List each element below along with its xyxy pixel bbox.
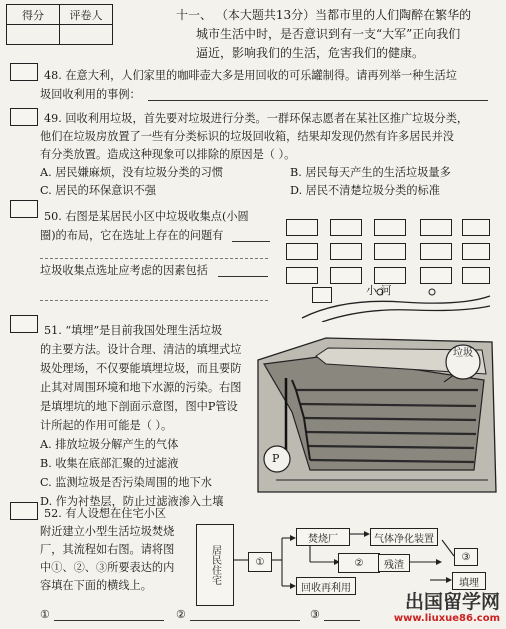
q51-line1: 51. “填埋”是目前我国处理生活垃圾: [44, 324, 223, 337]
building-block: [462, 219, 490, 236]
q48-answer-line[interactable]: [148, 100, 488, 101]
q48-line1: 48. 在意大利，人们家里的咖啡壶大多是用回收的可乐罐制得。请再列举一种生活垃: [44, 69, 457, 82]
blank-1-line[interactable]: [54, 620, 164, 621]
building-block: [420, 219, 452, 236]
section-header-line3: 逼近，影响我们的生活，危害我们的健康。: [196, 46, 425, 60]
watermark-url[interactable]: www.liuxue86.com: [393, 613, 500, 624]
blank-2-line[interactable]: [190, 620, 300, 621]
q48-score-box[interactable]: [10, 63, 38, 81]
q50-answer-line2[interactable]: [40, 258, 268, 259]
flow-slag: 残渣: [378, 554, 410, 572]
grader-label: 评卷人: [60, 5, 113, 25]
q49-option-c[interactable]: C. 居民的环保意识不强: [40, 184, 156, 197]
q50-score-box[interactable]: [10, 200, 38, 218]
q52-line1: 52. 有人设想在住宅小区: [44, 507, 167, 520]
q51-option-c[interactable]: C. 监测垃圾是否污染周围的地下水: [40, 476, 212, 489]
q51-line3: 圾处理场，不仅要能填埋垃圾，而且要防: [40, 362, 242, 375]
blank-3-line[interactable]: [324, 620, 360, 621]
p-pipe-label: P: [272, 452, 280, 465]
flow-node-2: ②: [338, 553, 380, 573]
section-header-line1: 十一、 （本大题共13分）当都市里的人们陶醉在繁华的: [176, 8, 472, 22]
building-block: [330, 219, 362, 236]
q51-score-box[interactable]: [10, 315, 38, 333]
q51-option-d[interactable]: D. 作为衬垫层，防止过滤液渗入土壤: [40, 495, 224, 508]
q52-line3: 厂，其流程如右图。请将图: [40, 543, 175, 556]
river-label: 小 河: [366, 284, 392, 297]
garbage-label: 垃圾: [453, 348, 473, 359]
q52-score-box[interactable]: [10, 502, 38, 520]
grader-cell[interactable]: [60, 25, 113, 45]
building-block: [374, 219, 406, 236]
building-block: [374, 243, 406, 260]
q49-line1: 49. 回收利用垃圾，首先要对垃圾进行分类。一群环保志愿者在某社区推广垃圾分类，: [44, 112, 469, 125]
q51-line6: 计所起的作用可能是（ ）。: [40, 419, 173, 432]
flow-recycle: 回收再利用: [296, 577, 356, 595]
q51-line2: 的主要方法。设计合理、清洁的填埋式垃: [40, 343, 242, 356]
blank-1-label: ①: [40, 608, 51, 621]
q52-line5: 容填在下面的横线上。: [40, 579, 152, 592]
q51-option-b[interactable]: B. 收集在底部汇聚的过滤液: [40, 457, 179, 470]
watermark: [394, 591, 500, 625]
section-header-line2: 城市生活中时，是否意识到有一支“大军”正向我们: [196, 27, 461, 41]
watermark-cn: 出国留学网: [404, 591, 500, 613]
flow-landfill: 填埋: [452, 572, 486, 590]
q49-line3: 有分类放置。造成这种现象可以排除的原因是（ ）。: [40, 148, 296, 161]
building-block: [330, 243, 362, 260]
q49-option-a[interactable]: A. 居民嫌麻烦，没有垃圾分类的习惯: [40, 166, 224, 179]
q51-line4: 止其对周围环境和地下水源的污染。右图: [40, 381, 242, 394]
building-block: [420, 243, 452, 260]
collection-point-circle: [429, 289, 435, 295]
q50-answer-line1[interactable]: [232, 241, 270, 242]
q50-line2: 圈)的布局，它在选址上存在的问题有: [40, 229, 224, 242]
flow-residential: 居民住宅: [196, 524, 234, 606]
flow-node-3: ③: [454, 548, 478, 566]
q52-line2: 附近建立小型生活垃圾焚烧: [40, 525, 175, 538]
building-block: [286, 243, 318, 260]
q49-score-box[interactable]: [10, 108, 38, 126]
q51-option-a[interactable]: A. 排放垃圾分解产生的气体: [40, 438, 179, 451]
q50-line1: 50. 右图是某居民小区中垃圾收集点(小圆: [44, 210, 249, 223]
q51-line5: 是填埋坑的地下剖面示意图，图中P管设: [40, 400, 238, 413]
q50-answer-line4[interactable]: [40, 300, 268, 301]
flow-node-1: ①: [248, 552, 272, 572]
q49-line2: 他们在垃圾房放置了一些有分类标识的垃圾回收箱，结果却发现仍然有许多居民并没: [40, 130, 454, 143]
flow-gas-cleaning: 气体净化装置: [370, 528, 438, 546]
q48-line2: 圾回收利用的事例：: [40, 88, 141, 101]
score-cell[interactable]: [7, 25, 60, 45]
flow-incinerator: 焚烧厂: [296, 528, 350, 546]
score-table: [6, 4, 113, 45]
q49-option-d[interactable]: D. 居民不清楚垃圾分类的标准: [290, 184, 440, 197]
score-label: 得分: [7, 5, 60, 25]
q52-line4: 中①、②、③所要表达的内: [40, 561, 175, 574]
blank-2-label: ②: [176, 608, 187, 621]
q49-option-b[interactable]: B. 居民每天产生的生活垃圾量多: [290, 166, 451, 179]
building-block: [286, 219, 318, 236]
q50-line3: 垃圾收集点选址应考虑的因素包括: [40, 264, 208, 277]
q50-answer-line3[interactable]: [218, 276, 268, 277]
blank-3-label: ③: [310, 608, 321, 621]
building-block: [462, 243, 490, 260]
